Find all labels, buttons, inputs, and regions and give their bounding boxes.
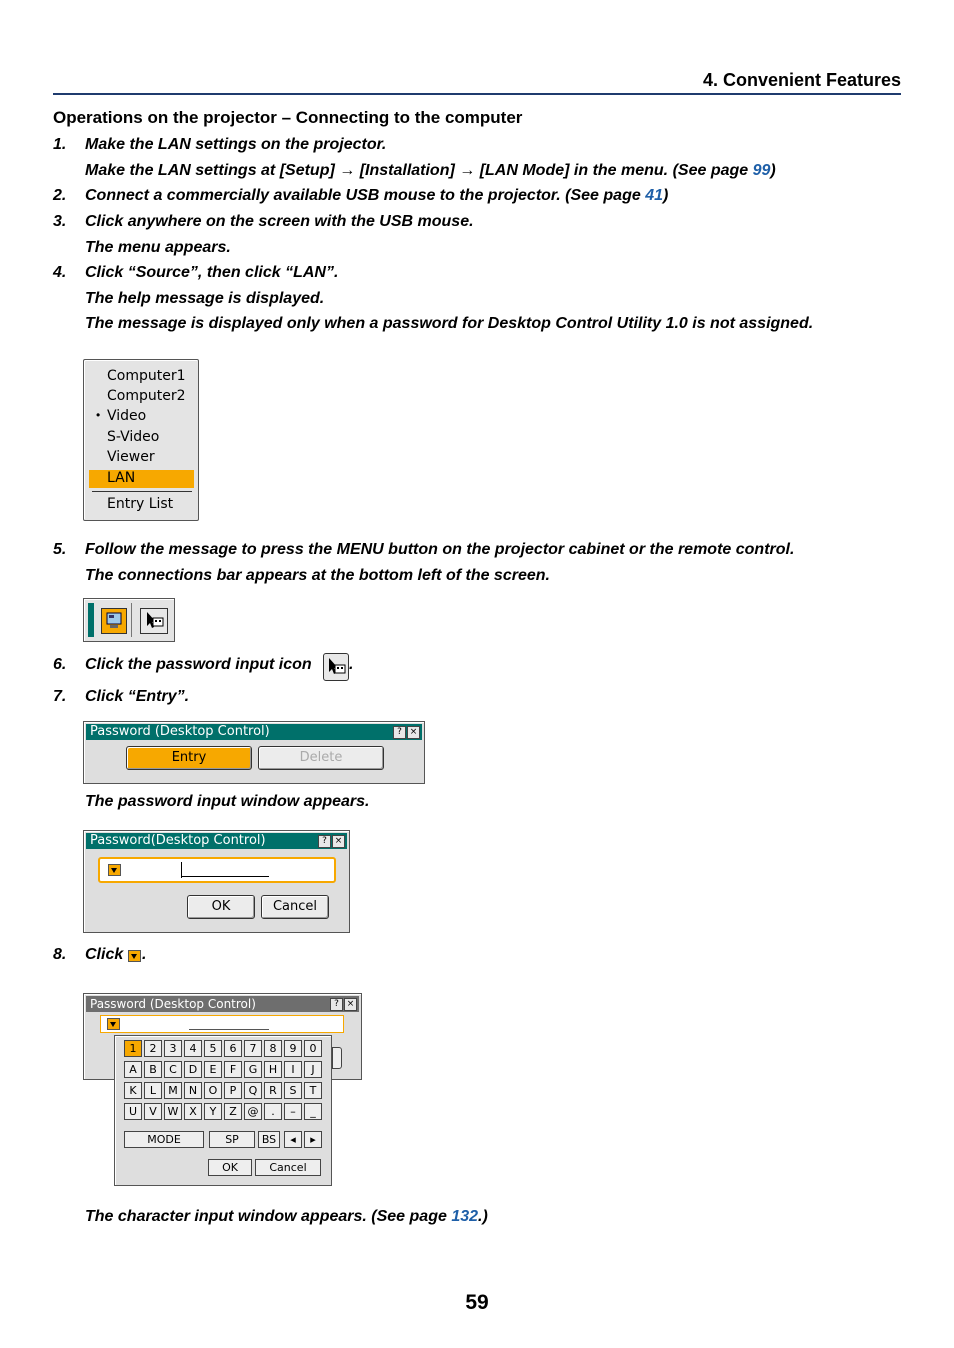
close-button[interactable]: × [344,998,357,1011]
key-l[interactable]: L [144,1082,162,1099]
key-6[interactable]: 6 [224,1040,242,1057]
step-text-part: .) [478,1208,488,1225]
step-text [85,162,776,180]
menu-item-viewer[interactable]: Viewer [107,449,155,465]
key-d[interactable]: D [184,1061,202,1078]
step-text-end: . [142,946,147,963]
menu-divider [92,491,192,492]
menu-item-lan[interactable]: LAN [107,470,136,486]
current-source-bullet: • [96,408,101,422]
step-text: Click the password input icon [85,656,312,673]
key-e[interactable]: E [204,1061,222,1078]
input-underline [181,876,269,877]
step-text-part: Connect a commercially available USB mouse to the projector. (See page [85,187,646,204]
key-p[interactable]: P [224,1082,242,1099]
step-text: Make the LAN settings on the projector. [85,136,387,153]
step-text-end: . [349,656,354,673]
password-input-window [83,830,350,933]
step-number: 4. [53,264,67,281]
cancel-button[interactable]: Cancel [255,1159,321,1176]
key-dash[interactable]: – [284,1103,302,1120]
key-o[interactable]: O [204,1082,222,1099]
key-y[interactable]: Y [204,1103,222,1120]
page-link[interactable]: 99 [752,162,771,179]
password-window [83,721,425,784]
menu-item-computer1[interactable]: Computer1 [107,368,186,384]
key-a[interactable]: A [124,1061,142,1078]
step-number: 3. [53,213,67,230]
key-k[interactable]: K [124,1082,142,1099]
step-text: Click “Entry”. [85,688,190,705]
dropdown-arrow-icon[interactable] [108,864,121,876]
close-button[interactable]: × [407,726,420,739]
bar-handle[interactable] [88,603,94,637]
key-j[interactable]: J [304,1061,322,1078]
step-text: Click anywhere on the screen with the USB mouse. [85,213,474,230]
step-number: 5. [53,541,67,558]
bar-divider [131,603,132,637]
section-heading: Operations on the projector – Connecting to the computer [53,108,523,127]
step-number: 2. [53,187,67,204]
menu-item-computer2[interactable]: Computer2 [107,388,186,404]
password-input-field[interactable] [98,857,336,883]
key-c[interactable]: C [164,1061,182,1078]
step-number: 7. [53,688,67,705]
key-s[interactable]: S [284,1082,302,1099]
backspace-key[interactable]: BS [258,1131,280,1148]
step-text: The help message is displayed. [85,290,325,307]
key-9[interactable]: 9 [284,1040,302,1057]
help-button[interactable]: ? [318,835,331,848]
ok-button[interactable]: OK [208,1159,252,1176]
connections-bar [83,598,175,642]
key-i[interactable]: I [284,1061,302,1078]
step-text: The connections bar appears at the bottom left of the screen. [85,567,550,584]
page-link[interactable]: 41 [645,187,663,204]
step-number: 6. [53,656,67,673]
delete-button[interactable]: Delete [258,746,384,770]
window-title: Password(Desktop Control) [90,833,266,848]
password-input-field[interactable] [100,1015,344,1033]
header-rule [53,93,901,95]
step-text: Click [85,946,124,963]
chapter-title: 4. Convenient Features [702,70,901,90]
key-3[interactable]: 3 [164,1040,182,1057]
key-v[interactable]: V [144,1103,162,1120]
step-number: 8. [53,946,67,963]
key-2[interactable]: 2 [144,1040,162,1057]
key-q[interactable]: Q [244,1082,262,1099]
menu-item-s-video[interactable]: S-Video [107,429,160,445]
key-5[interactable]: 5 [204,1040,222,1057]
menu-item-video[interactable]: Video [107,408,147,424]
key-n[interactable]: N [184,1082,202,1099]
desktop-control-icon[interactable] [101,608,127,634]
cursor-right-key[interactable]: ▸ [304,1131,322,1148]
page-link[interactable]: 132 [451,1208,479,1225]
key-x[interactable]: X [184,1103,202,1120]
step-text: The password input window appears. [85,793,370,810]
key-7[interactable]: 7 [244,1040,262,1057]
space-key[interactable]: SP [209,1131,255,1148]
key-b[interactable]: B [144,1061,162,1078]
dropdown-arrow-icon[interactable] [107,1018,120,1030]
key-1[interactable]: 1 [124,1040,142,1057]
menu-item-entry-list[interactable]: Entry List [107,496,174,512]
help-button[interactable]: ? [393,726,406,739]
menu-selection-highlight [89,470,194,488]
dropdown-arrow-icon [128,950,141,962]
step-text-part: The character input window appears. (See page [85,1208,452,1225]
key-4[interactable]: 4 [184,1040,202,1057]
page-number: 59 [465,1291,489,1314]
source-menu [83,359,199,521]
window-titlebar[interactable] [86,833,347,849]
key-m[interactable]: M [164,1082,182,1099]
step-text: Follow the message to press the MENU button on the projector cabinet or the remote control. [85,541,795,558]
key-g[interactable]: G [244,1061,262,1078]
cancel-button[interactable]: Cancel [261,895,329,919]
key-w[interactable]: W [164,1103,182,1120]
step-text: The message is displayed only when a password for Desktop Control Utility 1.0 is not assigned. [85,315,814,332]
input-underline [189,1029,269,1030]
key-at[interactable]: @ [244,1103,262,1120]
key-r[interactable]: R [264,1082,282,1099]
step-number: 1. [53,136,67,153]
ok-button-edge [332,1047,342,1069]
step-text [85,1208,488,1226]
character-input-window [114,1035,332,1186]
key-z[interactable]: Z [224,1103,242,1120]
step-text [85,187,668,205]
step-text-part: Make the LAN settings at [Setup] → [Installation] → [LAN Mode] in the menu. (See page [85,162,753,179]
key-u[interactable]: U [124,1103,142,1120]
help-button[interactable]: ? [330,998,343,1011]
window-title: Password (Desktop Control) [90,724,270,739]
window-titlebar[interactable] [86,996,359,1012]
key-t[interactable]: T [304,1082,322,1099]
password-input-icon[interactable] [140,608,168,634]
entry-button[interactable]: Entry [126,746,252,770]
mode-key[interactable]: MODE [124,1131,204,1148]
key-f[interactable]: F [224,1061,242,1078]
step-text-part: ) [770,162,776,179]
cursor-left-key[interactable]: ◂ [284,1131,302,1148]
ok-button[interactable]: OK [187,895,255,919]
step-text: The menu appears. [85,239,231,256]
key-8[interactable]: 8 [264,1040,282,1057]
window-title: Password (Desktop Control) [90,997,256,1011]
key-underscore[interactable]: _ [304,1103,322,1120]
password-input-icon [323,653,349,681]
step-text: Click “Source”, then click “LAN”. [85,264,339,281]
key-h[interactable]: H [264,1061,282,1078]
step-text-part: ) [662,187,669,204]
window-titlebar[interactable] [86,724,422,740]
key-0[interactable]: 0 [304,1040,322,1057]
close-button[interactable]: × [332,835,345,848]
key-period[interactable]: . [264,1103,282,1120]
